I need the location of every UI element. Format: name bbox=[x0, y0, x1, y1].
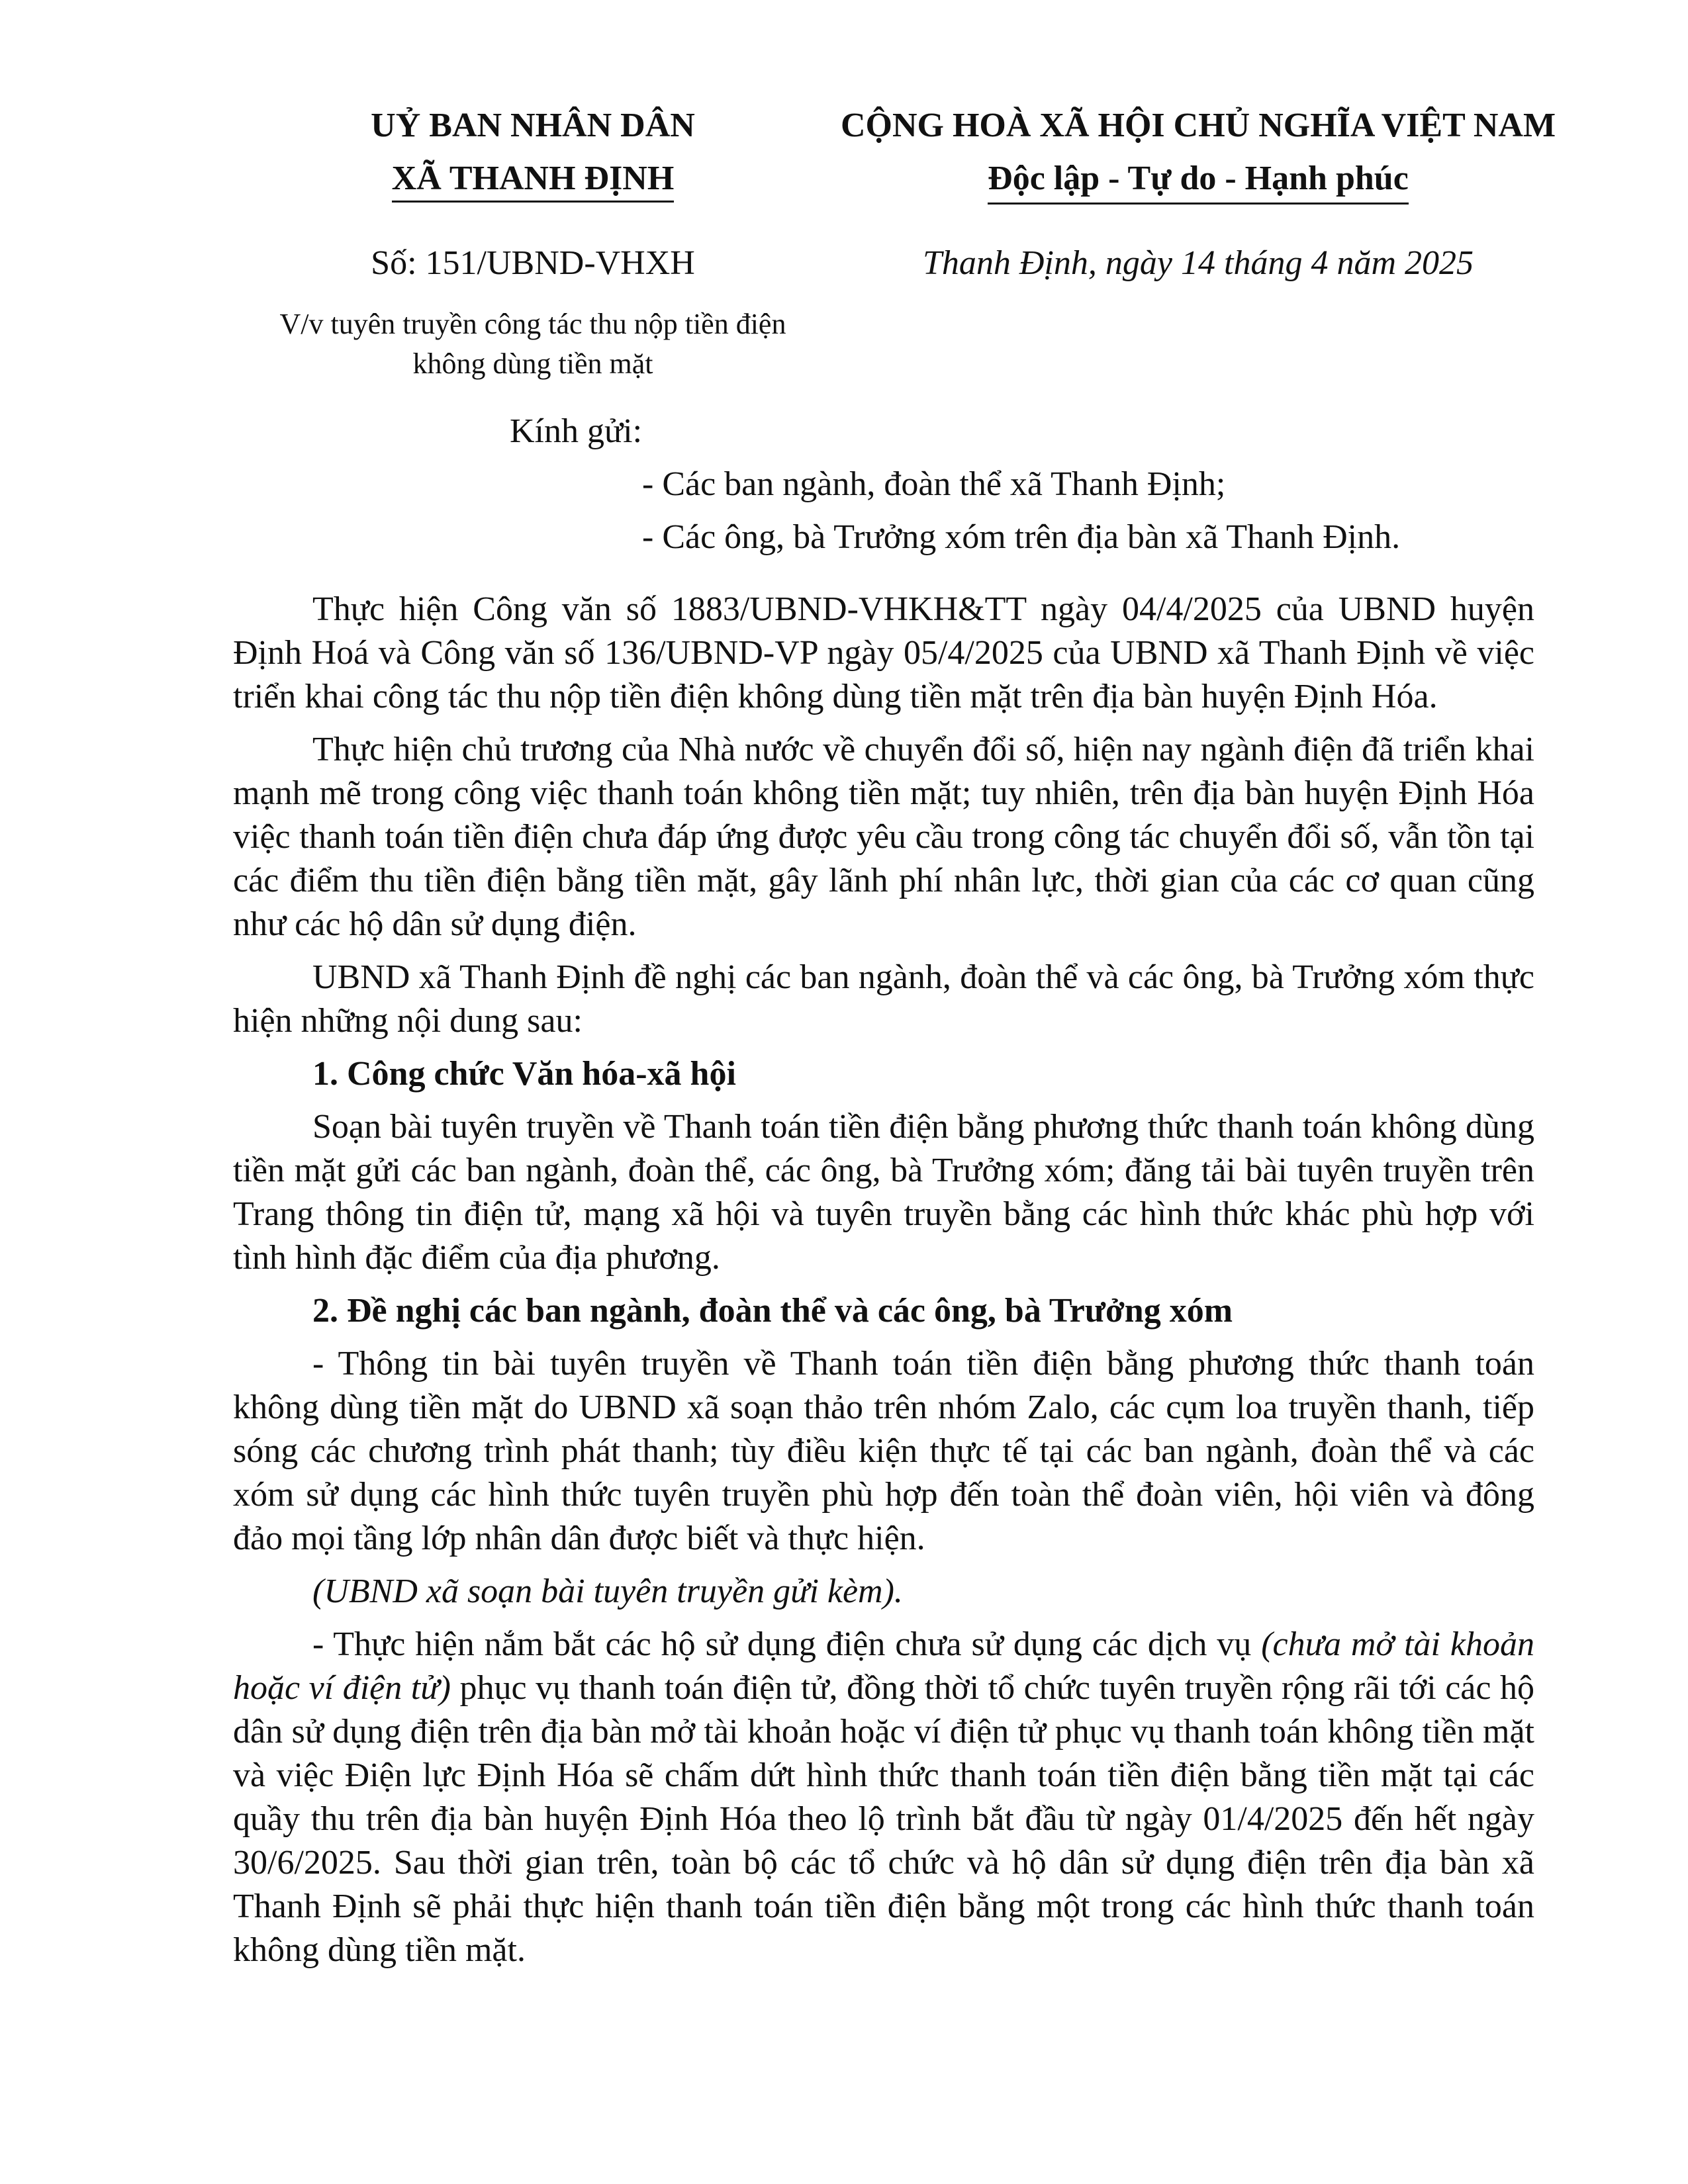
subject-line-1: V/v tuyên truyền công tác thu nộp tiền điện bbox=[279, 308, 786, 340]
country-name: CỘNG HOÀ XÃ HỘI CHỦ NGHĨA VIỆT NAM bbox=[840, 107, 1556, 144]
recipient-item: - Các ông, bà Trưởng xóm trên địa bàn xã Thanh Định. bbox=[642, 518, 1401, 556]
recipients-label: Kính gửi: bbox=[510, 412, 643, 450]
body-paragraph: UBND xã Thanh Định đề nghị các ban ngành, đoàn thể và các ông, bà Trưởng xóm thực hiện những nội dung sau: bbox=[233, 958, 1534, 1040]
place-date: Thanh Định, ngày 14 tháng 4 năm 2025 bbox=[923, 244, 1474, 282]
paragraph-italic-text: (chưa mở tài khoản hoặc ví điện tử) bbox=[233, 1625, 1534, 1707]
body-paragraph: Soạn bài tuyên truyền về Thanh toán tiền điện bằng phương thức thanh toán không dùng tiền mặt gửi các ban ngành, đoàn thể, các ông, bà Trưởng xóm; đăng tải bài tuyên truyền trên Trang thông tin điện tử, mạng xã hội và tuyên truyền bằng các hình thức khác phù hợp với tình hình đặc điểm của địa phương. bbox=[233, 1108, 1534, 1277]
paragraph-text: - Thực hiện nắm bắt các hộ sử dụng điện chưa sử dụng các dịch vụ bbox=[312, 1625, 1262, 1663]
org-line-2: XÃ THANH ĐỊNH bbox=[392, 157, 675, 203]
section-heading-1: 1. Công chức Văn hóa-xã hội bbox=[312, 1055, 736, 1093]
document-body bbox=[233, 588, 1534, 1981]
paragraph-text: phục vụ thanh toán điện tử, đồng thời tổ chức tuyên truyền rộng rãi tới các hộ dân sử dụng điện trên địa bàn mở tài khoản hoặc ví điện tử phục vụ thanh toán không tiền mặt và việc Điện lực Định Hóa sẽ chấm dứt hình thức thanh toán tiền điện bằng tiền mặt tại các quầy thu trên địa bàn huyện Định Hóa theo lộ trình bắt đầu từ ngày 01/4/2025 đến hết ngày 30/6/2025. Sau thời gian trên, toàn bộ các tổ chức và hộ dân sử dụng điện trên địa bàn xã Thanh Định sẽ phải thực hiện thanh toán tiền điện bằng một trong các hình thức thanh toán không dùng tiền mặt. bbox=[233, 1669, 1535, 1969]
recipients-block bbox=[510, 405, 1635, 564]
recipient-item: - Các ban ngành, đoàn thể xã Thanh Định; bbox=[642, 465, 1226, 503]
body-paragraph: Thực hiện Công văn số 1883/UBND-VHKH&TT ngày 04/4/2025 của UBND huyện Định Hoá và Công văn số 136/UBND-VP ngày 05/4/2025 của UBND xã Thanh Định về việc triển khai công tác thu nộp tiền điện không dùng tiền mặt trên địa bàn huyện Định Hóa. bbox=[233, 590, 1534, 715]
body-paragraph bbox=[233, 1623, 1534, 1972]
subject-line-2: không dùng tiền mặt bbox=[412, 347, 653, 380]
document-number: Số: 151/UBND-VHXH bbox=[371, 244, 695, 282]
org-line-1: UỶ BAN NHÂN DÂN bbox=[371, 107, 695, 144]
attachment-note: (UBND xã soạn bài tuyên truyền gửi kèm). bbox=[312, 1572, 903, 1610]
national-motto: Độc lập - Tự do - Hạnh phúc bbox=[988, 155, 1409, 205]
national-header-block bbox=[814, 99, 1582, 290]
body-paragraph: - Thông tin bài tuyên truyền về Thanh toán tiền điện bằng phương thức thanh toán không dùng tiền mặt do UBND xã soạn thảo trên nhóm Zalo, các cụm loa truyền thanh, tiếp sóng các chương trình phát thanh; tùy điều kiện thực tế tại các ban ngành, đoàn thể và các xóm sử dụng các hình thức tuyên truyền phù hợp đến toàn thể đoàn viên, hội viên và đông đảo mọi tầng lớp nhân dân được biết và thực hiện. bbox=[233, 1345, 1534, 1557]
body-paragraph: Thực hiện chủ trương của Nhà nước về chuyển đổi số, hiện nay ngành điện đã triển khai mạnh mẽ trong công việc thanh toán không tiền mặt; tuy nhiên, trên địa bàn huyện Định Hóa việc thanh toán tiền điện chưa đáp ứng được yêu cầu trong công tác chuyển đổi số, vẫn tồn tại các điểm thu tiền điện bằng tiền mặt, gây lãnh phí nhân lực, thời gian của các cơ quan cũng như các hộ dân sử dụng điện. bbox=[233, 731, 1534, 943]
section-heading-2: 2. Đề nghị các ban ngành, đoàn thể và các ông, bà Trưởng xóm bbox=[312, 1292, 1233, 1330]
issuing-authority-block bbox=[252, 99, 814, 384]
